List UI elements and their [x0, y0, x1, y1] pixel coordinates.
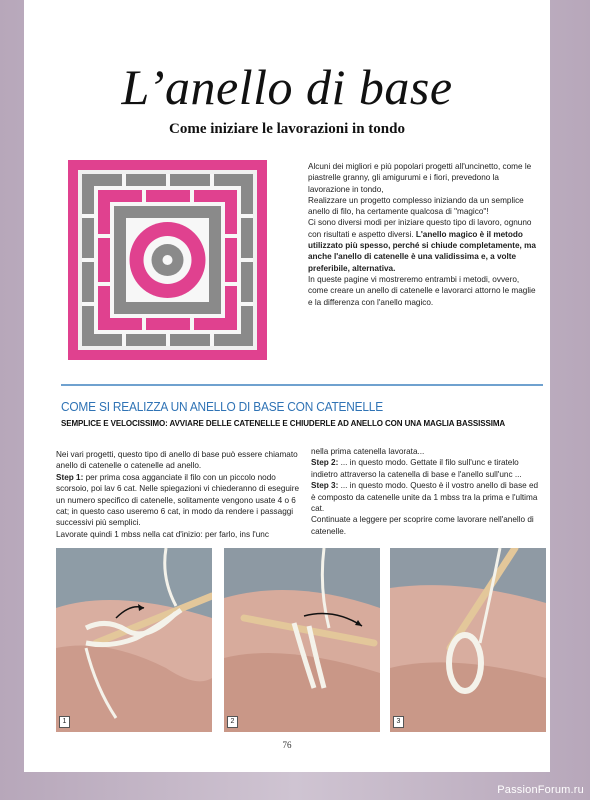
hand-crochet-image — [390, 548, 546, 732]
step-text: per prima cosa agganciate il filo con un piccolo nodo scorsoio, poi lav 6 cat. Nelle spiegazioni vi chiederanno di eseguire un numero specifico di catenelle, solitamente vengono usate 4 o 6 cat; in questo caso useremo 6 cat, in modo da rendere i passaggi successivi più semplici. — [56, 472, 300, 528]
page-number: 76 — [282, 740, 292, 750]
step-number-badge: 1 — [59, 716, 70, 728]
step-number-badge: 2 — [227, 716, 238, 728]
step-text: ... in questo modo. Gettate il filo sull'unc e tiratelo indietro attraverso la catenella di base e l'anello sull'unc ... — [311, 458, 522, 479]
step-label: Step 1: — [56, 472, 84, 482]
hand-crochet-image — [224, 548, 380, 732]
step-text: ... in questo modo. Questo è il vostro anello di base ed è composto da catenelle unite da 1 mbss tra la prima e l'ultima cat. — [311, 481, 539, 514]
page-title: L’anello di base — [121, 59, 453, 115]
intro-paragraph: Alcuni dei migliori e più popolari progetti all'uncinetto, come le piastrelle granny, gli amigurumi e i fiori, prevedono la lavorazione in tondo, — [308, 162, 532, 194]
intro-bold-run: L'anello magico è il metodo utilizzato più spesso, perché si chiude completamente, ma anche l'anello di catenelle è una validissima e, a volte preferibile, alternativa. — [308, 229, 536, 273]
intro-paragraph: In queste pagine vi mostreremo entrambi i metodi, ovvero, come creare un anello di catenelle e lavorarci attorno le maglie e la differenza con l'anello magico. — [308, 274, 536, 307]
intro-text — [308, 161, 538, 308]
magazine-page — [24, 0, 550, 772]
section-subheading: SEMPLICE E VELOCISSIMO: AVVIARE DELLE CATENELLE E CHIUDERLE AD ANELLO CON UNA MAGLIA BASSISSIMA — [61, 418, 506, 428]
step-number-badge: 3 — [393, 716, 404, 728]
step-3-paragraph — [311, 480, 544, 514]
granny-square-photo — [64, 156, 271, 364]
body-paragraph: nella prima catenella lavorata... — [311, 447, 425, 456]
body-paragraph: Continuate a leggere per scoprire come lavorare nell'anello di catenelle. — [311, 515, 534, 536]
step-1-paragraph — [56, 472, 302, 529]
text-column-left — [56, 449, 302, 540]
step-1-photo — [56, 548, 212, 732]
text-column-right — [311, 446, 544, 537]
step-2-paragraph — [311, 457, 544, 480]
step-label: Step 2: — [311, 458, 339, 468]
section-divider — [61, 384, 543, 386]
hand-crochet-image — [56, 548, 212, 732]
step-label: Step 3: — [311, 481, 339, 491]
page-subtitle: Come iniziare le lavorazioni in tondo — [169, 121, 405, 137]
section-heading: COME SI REALIZZA UN ANELLO DI BASE CON CATENELLE — [61, 400, 383, 414]
step-3-photo — [390, 548, 546, 732]
site-watermark: PassionForum.ru — [497, 784, 584, 796]
body-paragraph: Lavorate quindi 1 mbss nella cat d'inizio: per farlo, ins l'unc — [56, 529, 269, 539]
intro-paragraph — [308, 217, 538, 273]
intro-paragraph: Realizzare un progetto complesso iniziando da un semplice anello di filo, ha certamente qualcosa di "magico"! — [308, 195, 524, 217]
body-paragraph: Nei vari progetti, questo tipo di anello di base può essere chiamato anello di catenelle o catenelle ad anello. — [56, 450, 298, 471]
step-2-photo — [224, 548, 380, 732]
intro-text-run: Ci sono diversi modi per iniziare questo tipo di lavoro, ognuno con risultati e aspetto diversi. — [308, 218, 532, 239]
